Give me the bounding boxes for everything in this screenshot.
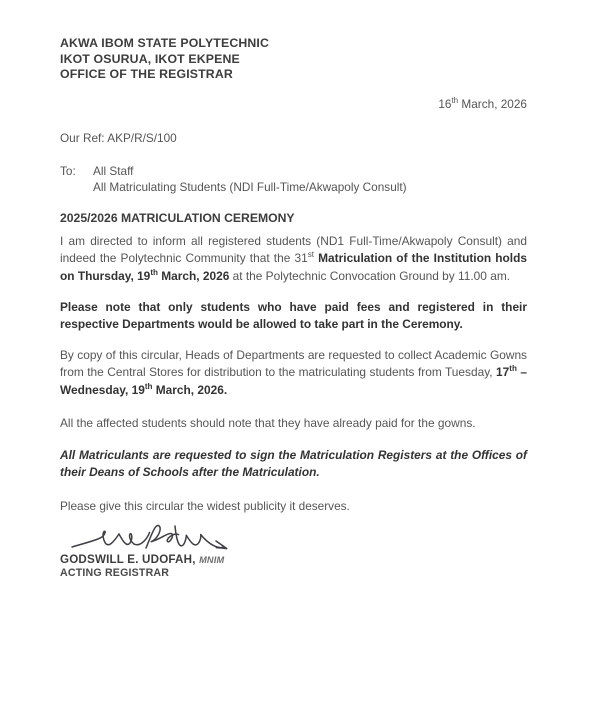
recipient-line-2: All Matriculating Students (NDI Full-Time/Akwapoly Consult) (93, 179, 407, 194)
ordinal-19th-second: th (144, 381, 153, 391)
date-day: 16 (438, 96, 452, 111)
paragraph-announcement-bold-2: March, 2026 (157, 268, 230, 283)
letterhead-line-2: IKOT OSURUA, IKOT EKPENE (60, 51, 240, 66)
paragraph-gowns (60, 347, 527, 400)
paragraph-gowns-part-1: By copy of this circular, Heads of Departments are requested to collect Academic Gowns from the Central Stores for distribution to the matriculating students from Tuesday, (60, 347, 527, 380)
recipient-primary-row (60, 164, 527, 178)
recipient-line-1: All Staff (93, 163, 134, 178)
paragraph-fees-notice: Please note that only students who have paid fees and registered in their respective Departments would be allowed to take part in the Ceremony. (60, 299, 527, 332)
paragraph-gowns-bold-3: March, 2026. (152, 382, 228, 397)
paragraph-announcement-part-2: at the Polytechnic Convocation Ground by 11.00 am. (229, 268, 511, 283)
date-rest: March, 2026 (458, 96, 527, 111)
signatory-post-nominal: MNIM (199, 554, 225, 565)
signatory-name-text: GODSWILL E. UDOFAH, (60, 552, 196, 566)
signature-block (60, 522, 527, 579)
paragraph-registers: All Matriculants are requested to sign the Matriculation Registers at the Offices of their Deans of Schools after the Matriculation. (60, 448, 527, 480)
recipients-block (60, 164, 527, 194)
signatory-title: ACTING REGISTRAR (60, 566, 170, 579)
paragraph-announcement-part-1: I am directed to inform all registered students (ND1 Full-Time/Akwapoly Consult) and indeed the Polytechnic Community that the 31 (60, 233, 527, 266)
subject-heading: 2025/2026 MATRICULATION CEREMONY (60, 210, 295, 225)
paragraph-gowns-bold-2: – Wednesday, 19 (60, 365, 527, 397)
document-content (60, 0, 527, 579)
paragraph-announcement (60, 233, 527, 286)
ordinal-31st: st (307, 250, 314, 260)
paragraph-announcement-bold-1: Matriculation of the Institution holds on Thursday, 19 (60, 251, 527, 283)
signatory-name (60, 553, 527, 566)
ordinal-17th: th (509, 364, 517, 374)
reference-line: Our Ref: AKP/R/S/100 (60, 130, 177, 145)
ordinal-19th-first: th (150, 268, 158, 277)
date-ordinal-suffix: th (451, 95, 459, 105)
closing-line: Please give this circular the widest publicity it deserves. (60, 498, 350, 513)
letterhead-line-3: OFFICE OF THE REGISTRAR (60, 67, 233, 82)
paragraph-gown-payment: All the affected students should note that they have already paid for the gowns. (60, 415, 476, 430)
letterhead (60, 36, 527, 83)
handwritten-signature-icon (68, 522, 238, 556)
letterhead-line-1: AKWA IBOM STATE POLYTECHNIC (60, 36, 270, 50)
paragraph-gowns-bold-1: 17 (496, 365, 510, 380)
recipient-label: To: (60, 163, 76, 178)
letter-date (60, 97, 527, 111)
